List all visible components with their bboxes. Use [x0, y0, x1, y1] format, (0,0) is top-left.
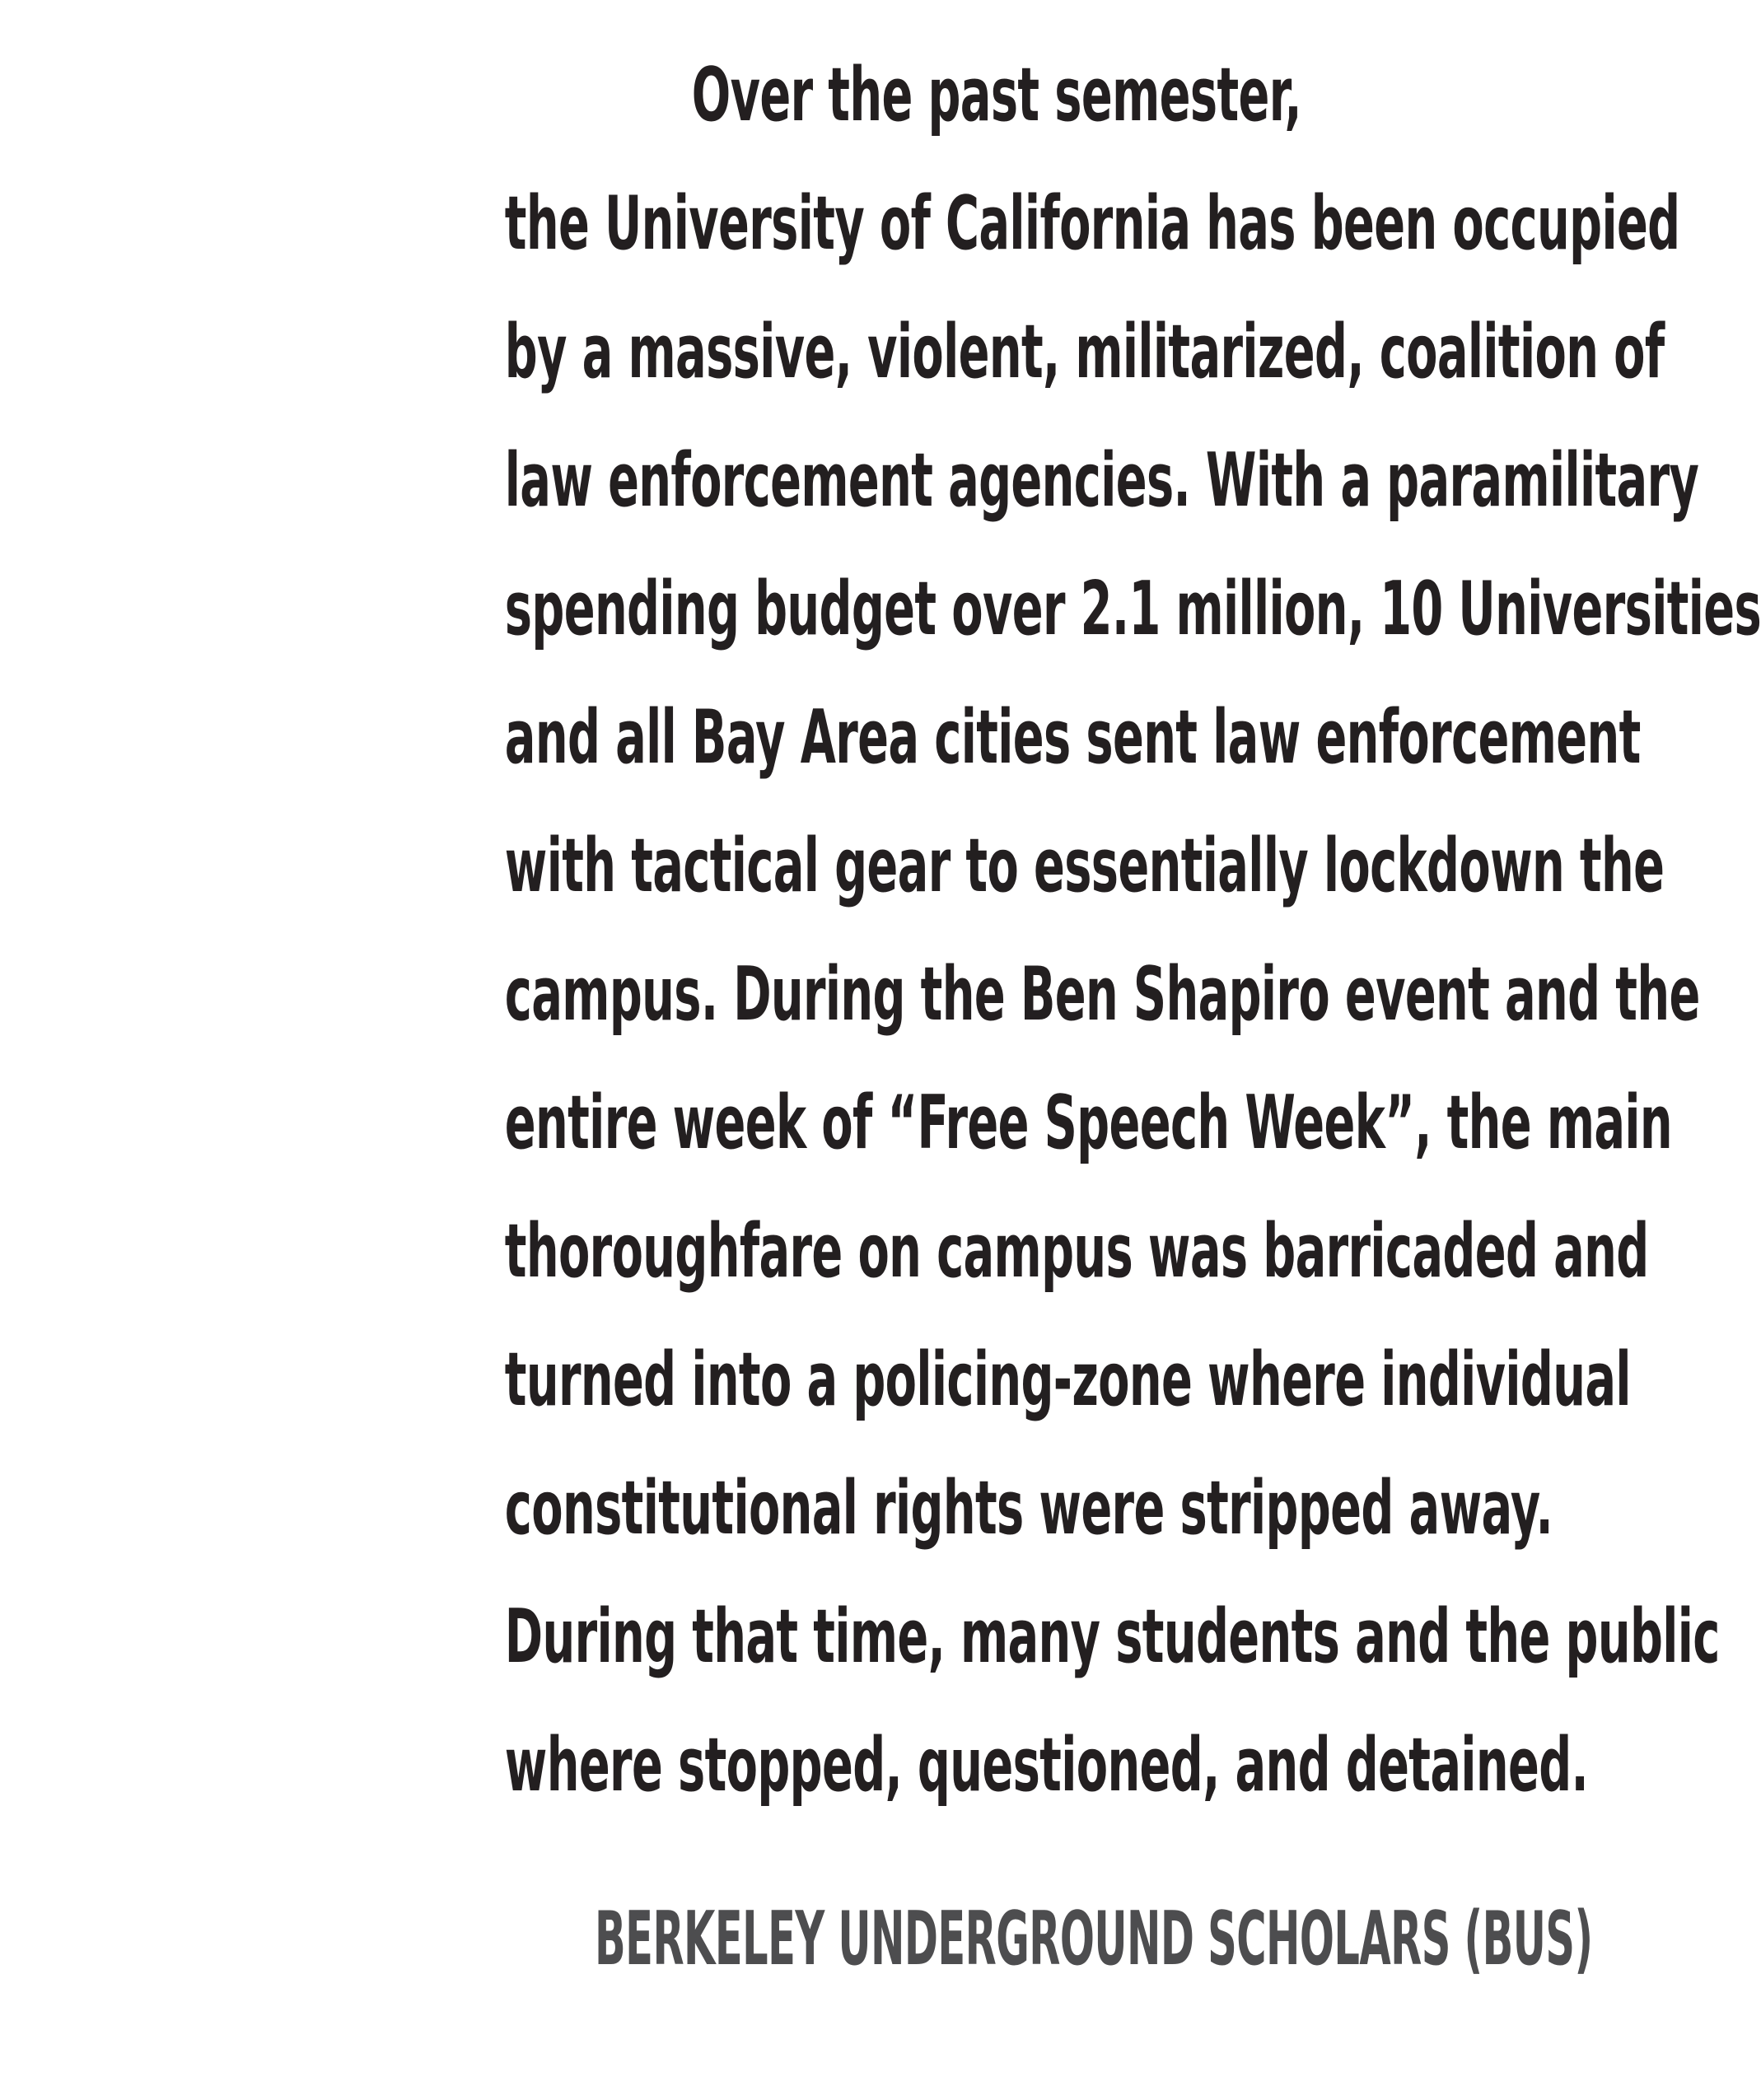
statement-line: entire week of “Free Speech Week”, the main — [504, 1080, 1672, 1166]
statement-line: spending budget over 2.1 million, 10 Universities — [504, 566, 1761, 652]
statement-line: turned into a policing-zone where individual — [504, 1337, 1631, 1423]
statement-line: campus. During the Ben Shapiro event and the — [504, 951, 1700, 1038]
statement-text — [16, 31, 1761, 1830]
statement-line: Over the past semester, — [691, 52, 1301, 138]
statement-line: with tactical gear to essentially lockdown the — [504, 823, 1665, 909]
statement-line: and all Bay Area cities sent law enforcement — [504, 694, 1641, 781]
statement-line: by a massive, violent, militarized, coalition of — [504, 309, 1665, 395]
statement-line: law enforcement agencies. With a paramilitary — [504, 437, 1699, 524]
attribution: BERKELEY UNDERGROUND SCHOLARS (BUS) — [595, 1896, 1593, 1982]
statement-line: thoroughfare on campus was barricaded and — [504, 1208, 1649, 1295]
statement-line: where stopped, questioned, and detained. — [504, 1722, 1589, 1808]
statement-line: During that time, many students and the public — [504, 1594, 1720, 1680]
statement-line: the University of California has been occupied — [504, 180, 1680, 267]
statement-line: constitutional rights were stripped away. — [504, 1465, 1553, 1552]
